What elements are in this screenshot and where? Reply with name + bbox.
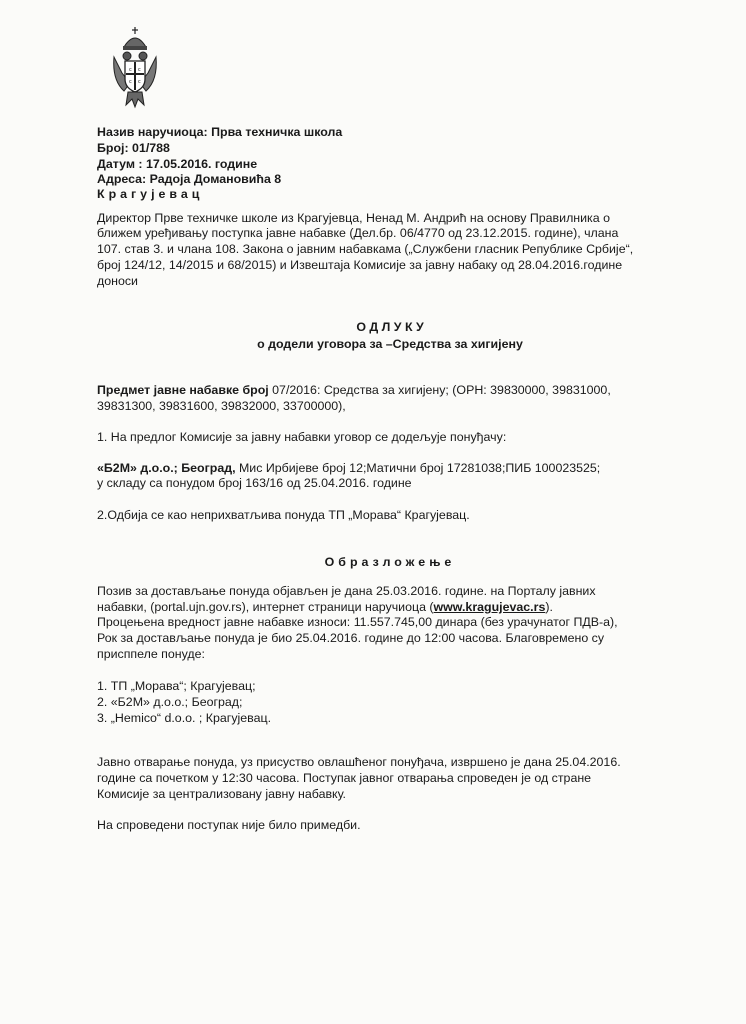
- subject-line-2: 39831300, 39831600, 39832000, 33700000),: [97, 399, 346, 413]
- reasoning-p1-line-5: присппеле понуде:: [97, 647, 205, 661]
- document-date: Датум : 17.05.2016. године: [97, 157, 258, 171]
- bid-item-1: 1. ТП „Морава“; Крагујевац;: [97, 679, 256, 693]
- document-number: Број: 01/788: [97, 141, 170, 155]
- decision-title: О Д Л У К У: [356, 320, 424, 334]
- svg-text:с: с: [129, 79, 132, 85]
- reasoning-p2-line-2: године са почетком у 12:30 часова. Поступак јавног отварања спроведен је од стране: [97, 771, 592, 785]
- svg-text:с: с: [129, 67, 132, 73]
- item-2: 2.Одбија се као неприхватљива понуда ТП „Морава“ Крагујевац.: [97, 508, 470, 522]
- intro-line-1: Директор Прве техничке школе из Крагујевца, Ненад М. Андрић на основу Правилника о: [97, 211, 610, 225]
- reasoning-p1-line-1: Позив за достављање понуда објављен је дана 25.03.2016. године. на Порталу јавних: [97, 584, 596, 598]
- svg-text:с: с: [138, 67, 141, 73]
- intro-line-4: број 124/12, 14/2015 и 68/2015) и Извештаја Комисије за јавну набаку од 28.04.2016.године: [97, 258, 623, 272]
- intro-line-2: ближем уређивању поступка јавне набавке (Дел.бр. 06/4770 од 23.12.2015. године), члана: [97, 226, 619, 240]
- bidder-details: Мис Ирбијеве број 12;Матични број 17281038;ПИБ 100023525;: [235, 461, 601, 475]
- subject-line-1-rest: 07/2016: Средства за хигијену; (ОРН: 39830000, 39831000,: [268, 383, 611, 397]
- bid-item-3: 3. „Hemico“ d.o.o. ; Крагујевац.: [97, 711, 272, 725]
- reasoning-title: Образложење: [324, 555, 456, 569]
- bid-item-2: 2. «Б2М» д.о.о.; Београд;: [97, 695, 243, 709]
- bidder-name: «Б2М» д.о.о.; Београд,: [97, 461, 236, 475]
- reasoning-p1-line-3: Процењена вредност јавне набавке износи: 11.557.745,00 динара (без урачунатог ПДВ-а),: [97, 615, 618, 629]
- reasoning-p2-line-3: Комисије за централизовану јавну набавку.: [97, 787, 346, 801]
- address: Адреса: Радоја Домановића 8: [97, 172, 282, 186]
- city: Крагујевац: [97, 187, 204, 201]
- item-1: 1. На предлог Комисије за јавну набавки уговор се додељује понуђачу:: [97, 430, 507, 444]
- reasoning-p1-line-4: Рок за достављање понуда је био 25.04.2016. године до 12:00 часова. Благовремено су: [97, 631, 605, 645]
- website-link[interactable]: www.kragujevac.rs: [433, 600, 546, 614]
- svg-text:с: с: [138, 79, 141, 85]
- intro-line-5: доноси: [97, 274, 138, 288]
- reasoning-p1-line-2-end: ).: [545, 600, 553, 614]
- reasoning-p2-line-1: Јавно отварање понуда, уз присуство овлашћеног понуђача, извршено је дана 25.04.2016.: [97, 755, 621, 769]
- reasoning-p3: На спроведени поступак није било примедби.: [97, 818, 361, 832]
- reasoning-p1-line-2-start: набавки, (portal.ujn.gov.rs), интернет страници наручиоца (: [97, 600, 434, 614]
- bidder-line-2: у складу са понудом број 163/16 од 25.04.2016. године: [97, 476, 412, 490]
- intro-line-3: 107. став 3. и члана 108. Закона о јавним набавкама („Службени гласник Републике Србије“,: [97, 242, 634, 256]
- coat-of-arms-icon: [110, 25, 160, 110]
- subject-line-1: [97, 383, 611, 398]
- bidder-line-1: [97, 461, 600, 476]
- reasoning-p1-line-2: [97, 600, 553, 615]
- decision-subtitle: о додели уговора за –Средства за хигијену: [257, 337, 523, 351]
- purchaser-name: Назив наручиоца: Прва техничка школа: [97, 125, 343, 139]
- subject-label: Предмет јавне набавке број: [97, 383, 269, 397]
